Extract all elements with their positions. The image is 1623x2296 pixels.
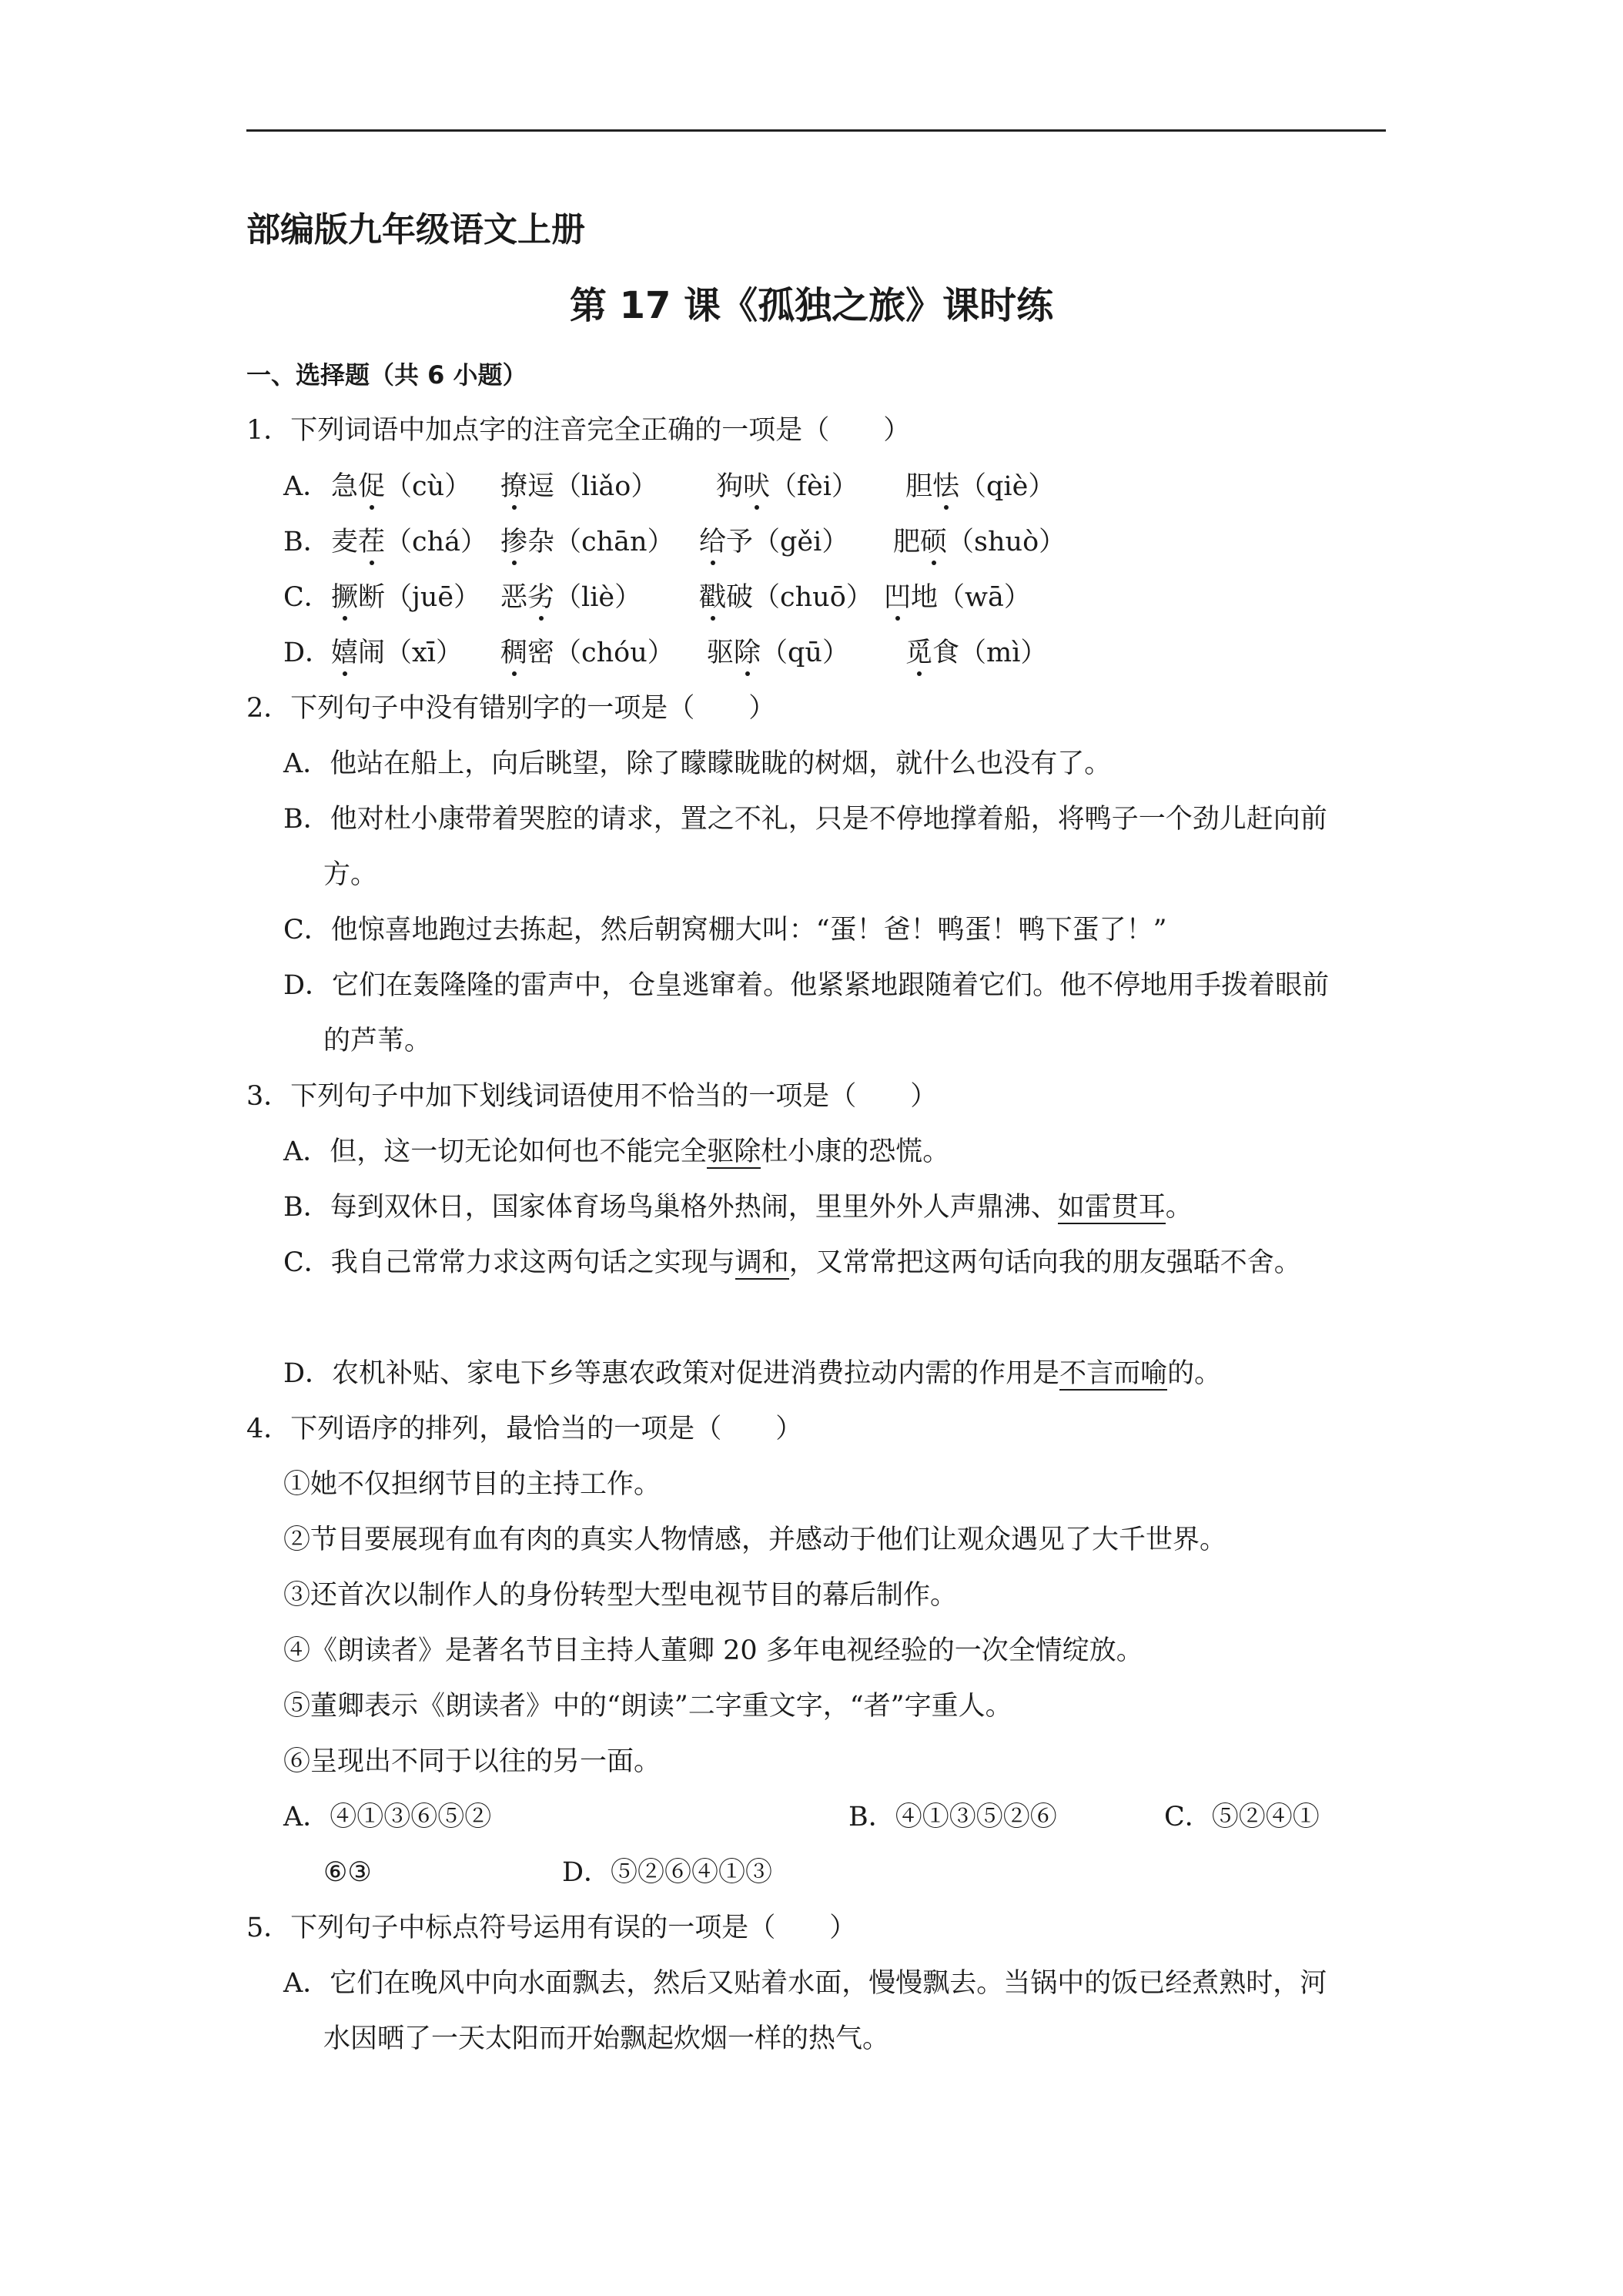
q2-option-d-cont: 的芦苇。 bbox=[323, 1026, 432, 1056]
q1b-word-2: 掺杂（chān） bbox=[500, 524, 674, 561]
q1c-word-1: 撅断（juē） bbox=[331, 579, 480, 616]
q4-option-b: B．④①③⑤②⑥ bbox=[848, 1802, 1057, 1832]
q4-sentence-4: ④《朗读者》是著名节目主持人董卿 20 多年电视经验的一次全情绽放。 bbox=[283, 1635, 1143, 1666]
q4-option-a: A．④①③⑥⑤② bbox=[283, 1802, 492, 1832]
option-label: A． bbox=[283, 471, 330, 502]
q1-option-d bbox=[283, 634, 1048, 671]
q1-option-a bbox=[283, 468, 1056, 505]
q3-stem: 3．下列句子中加下划线词语使用不恰当的一项是（ ） bbox=[246, 1081, 938, 1112]
q1d-word-1: 嬉闹（xī） bbox=[331, 634, 463, 671]
q2-stem: 2．下列句子中没有错别字的一项是（ ） bbox=[246, 693, 776, 724]
q4-sentence-3: ③还首次以制作人的身份转型大型电视节目的幕后制作。 bbox=[283, 1580, 958, 1611]
q3-option-c: C．我自己常常力求这两句话之实现与调和，又常常把这两句话向我的朋友强聒不舍。 bbox=[283, 1247, 1301, 1278]
section-heading: 一、选择题（共 6 小题） bbox=[246, 360, 527, 390]
q2-option-d: D．它们在轰隆隆的雷声中，仓皇逃窜着。他紧紧地跟随着它们。他不停地用手拨着眼前 bbox=[283, 970, 1330, 1001]
q4-option-d: D．⑤②⑥④①③ bbox=[562, 1857, 773, 1888]
q4-sentence-2: ②节目要展现有血有肉的真实人物情感，并感动于他们让观众遇见了大千世界。 bbox=[283, 1525, 1227, 1555]
q5-option-a-cont: 水因晒了一天太阳而开始飘起炊烟一样的热气。 bbox=[323, 2023, 890, 2054]
q1a-word-2: 撩逗（liǎo） bbox=[500, 468, 658, 505]
q1c-word-3: 戳破（chuō） bbox=[699, 579, 873, 616]
underlined-word: 不言而喻 bbox=[1059, 1358, 1168, 1389]
q4-stem: 4．下列语序的排列，最恰当的一项是（ ） bbox=[246, 1414, 803, 1444]
q1d-word-4: 觅食（mì） bbox=[905, 634, 1047, 671]
lesson-title: 第 17 课《孤独之旅》课时练 bbox=[569, 284, 1054, 327]
option-label: B． bbox=[283, 527, 330, 557]
q1b-word-4: 肥硕（shuò） bbox=[893, 524, 1066, 561]
q1b-word-3: 给予（gěi） bbox=[699, 524, 848, 561]
q2-option-a: A．他站在船上，向后眺望，除了矇矇眬眬的树烟，就什么也没有了。 bbox=[283, 748, 1112, 779]
q3-option-b: B．每到双休日，国家体育场鸟巢格外热闹，里里外外人声鼎沸、如雷贯耳。 bbox=[283, 1192, 1193, 1223]
q1-stem: 1．下列词语中加点字的注音完全正确的一项是（ ） bbox=[246, 415, 911, 446]
q1c-word-2: 恶劣（liè） bbox=[500, 579, 641, 616]
q5-option-a: A．它们在晚风中向水面飘去，然后又贴着水面，慢慢飘去。当锅中的饭已经煮熟时，河 bbox=[283, 1968, 1327, 1999]
q1-option-c bbox=[283, 579, 1031, 616]
q1d-word-3: 驱除（qū） bbox=[707, 634, 849, 671]
q4-sentence-1: ①她不仅担纲节目的主持工作。 bbox=[283, 1469, 661, 1500]
q1a-word-4: 胆怯（qiè） bbox=[905, 468, 1055, 505]
q2-option-b: B．他对杜小康带着哭腔的请求，置之不礼，只是不停地撑着船，将鸭子一个劲儿赶向前 bbox=[283, 804, 1327, 835]
q2-option-c: C．他惊喜地跑过去拣起，然后朝窝棚大叫：“蛋！爸！鸭蛋！鸭下蛋了！” bbox=[283, 915, 1167, 946]
q1a-word-3: 狗吠（fèi） bbox=[716, 468, 858, 505]
option-label: C． bbox=[283, 582, 331, 613]
q3-option-a: A．但，这一切无论如何也不能完全驱除杜小康的恐慌。 bbox=[283, 1136, 950, 1167]
q4-option-c-cont: ⑥③ bbox=[323, 1857, 372, 1888]
q1c-word-4: 凹地（wā） bbox=[884, 579, 1031, 616]
q3-option-d: D．农机补贴、家电下乡等惠农政策对促进消费拉动内需的作用是不言而喻的。 bbox=[283, 1358, 1222, 1389]
q1-option-b bbox=[283, 524, 1066, 561]
q1b-word-1: 麦茬（chá） bbox=[331, 524, 487, 561]
q4-sentence-5: ⑤董卿表示《朗读者》中的“朗读”二字重文字，“者”字重人。 bbox=[283, 1691, 1012, 1722]
q4-sentence-6: ⑥呈现出不同于以往的另一面。 bbox=[283, 1746, 661, 1777]
q4-option-c: C．⑤②④① bbox=[1164, 1802, 1320, 1832]
underlined-word: 驱除 bbox=[707, 1136, 761, 1167]
option-label: D． bbox=[283, 638, 333, 668]
q5-stem: 5．下列句子中标点符号运用有误的一项是（ ） bbox=[246, 1913, 857, 1943]
q1a-word-1: 急促（cù） bbox=[331, 468, 471, 505]
q1d-word-2: 稠密（chóu） bbox=[500, 634, 674, 671]
book-title: 部编版九年级语文上册 bbox=[246, 210, 585, 249]
header-rule bbox=[246, 129, 1386, 132]
underlined-word: 调和 bbox=[735, 1247, 789, 1278]
q2-option-b-cont: 方。 bbox=[323, 859, 378, 890]
underlined-word: 如雷贯耳 bbox=[1057, 1192, 1166, 1223]
